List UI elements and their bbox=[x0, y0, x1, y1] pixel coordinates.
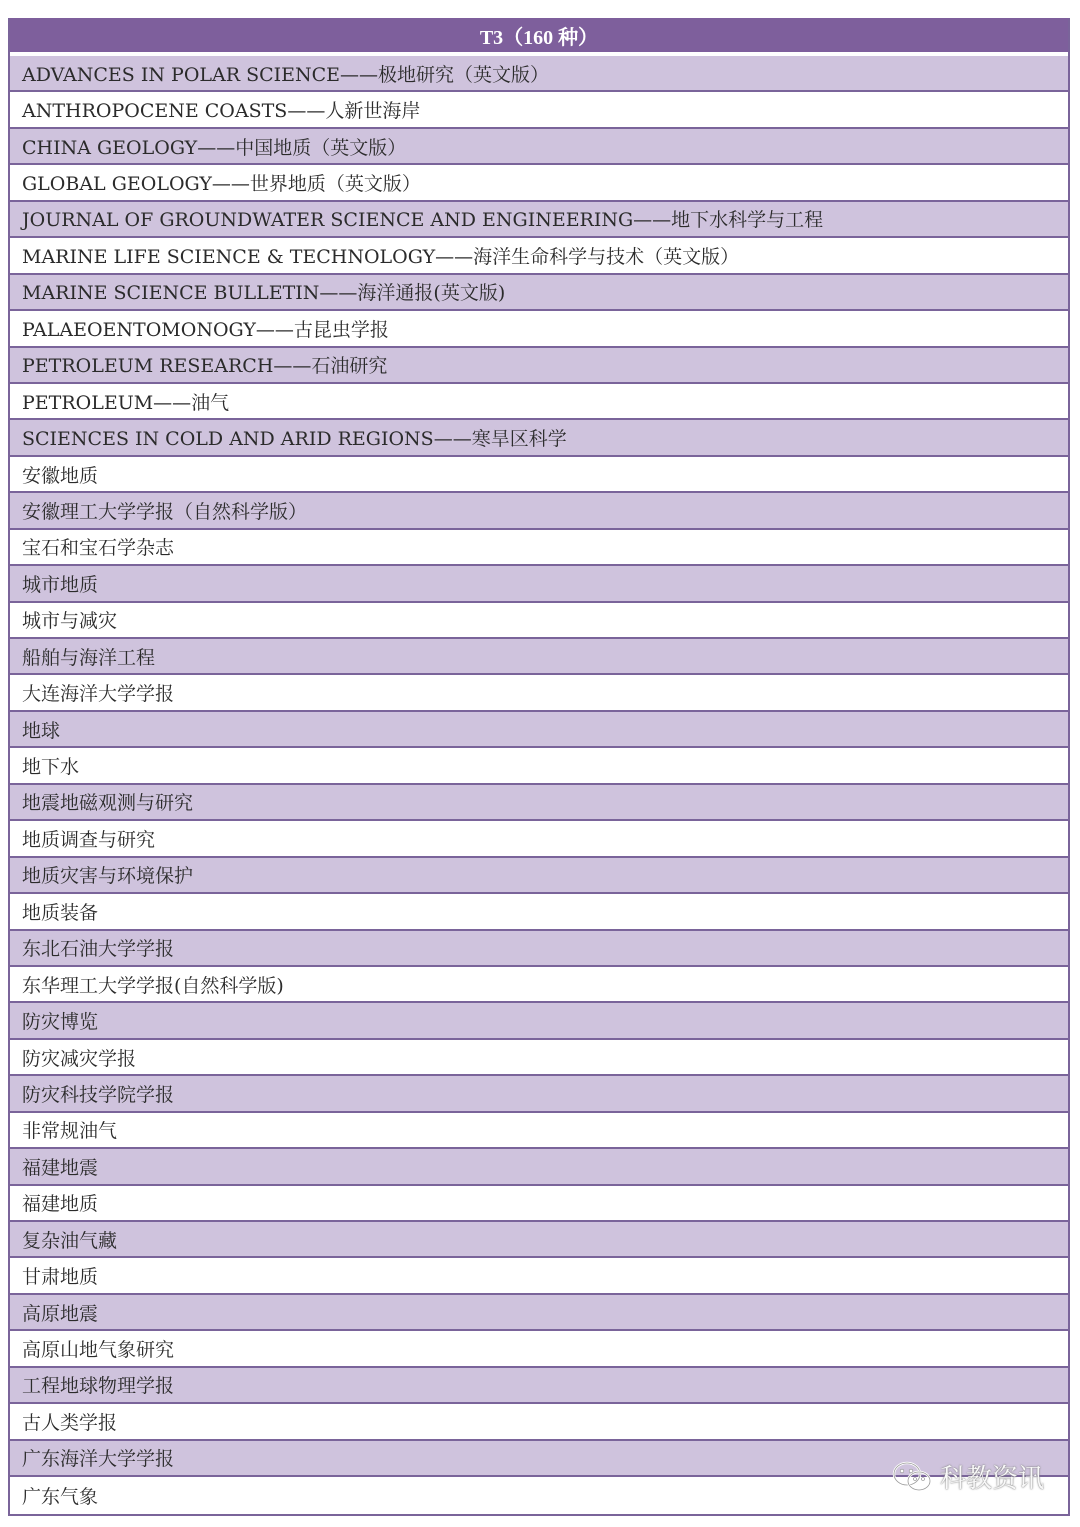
table-row: 地质装备 bbox=[10, 894, 1068, 930]
table-row: 广东海洋大学学报 bbox=[10, 1441, 1068, 1477]
watermark-text: 科教资讯 bbox=[939, 1464, 1044, 1494]
table-row: 东华理工大学学报(自然科学版) bbox=[10, 967, 1068, 1003]
table-row: GLOBAL GEOLOGY——世界地质（英文版） bbox=[10, 165, 1068, 201]
table-row: ADVANCES IN POLAR SCIENCE——极地研究（英文版） bbox=[10, 56, 1068, 92]
table-row: 地下水 bbox=[10, 748, 1068, 784]
table-row: 工程地球物理学报 bbox=[10, 1368, 1068, 1404]
table-row: 地球 bbox=[10, 712, 1068, 748]
table-row: 甘肃地质 bbox=[10, 1258, 1068, 1294]
table-row: ANTHROPOCENE COASTS——人新世海岸 bbox=[10, 92, 1068, 128]
table-row: 高原山地气象研究 bbox=[10, 1331, 1068, 1367]
table-row: 城市与减灾 bbox=[10, 603, 1068, 639]
table-row: 地质灾害与环境保护 bbox=[10, 858, 1068, 894]
journal-table bbox=[8, 18, 1070, 1516]
table-row: PALAEOENTOMONOGY——古昆虫学报 bbox=[10, 311, 1068, 347]
table-row: MARINE SCIENCE BULLETIN——海洋通报(英文版) bbox=[10, 275, 1068, 311]
table-row: 大连海洋大学学报 bbox=[10, 675, 1068, 711]
table-header: T3（160 种） bbox=[10, 18, 1068, 56]
table-row: 地质调查与研究 bbox=[10, 821, 1068, 857]
table-row: SCIENCES IN COLD AND ARID REGIONS——寒旱区科学 bbox=[10, 420, 1068, 456]
table-row: PETROLEUM——油气 bbox=[10, 384, 1068, 420]
table-row: PETROLEUM RESEARCH——石油研究 bbox=[10, 348, 1068, 384]
table-row: CHINA GEOLOGY——中国地质（英文版） bbox=[10, 129, 1068, 165]
table-row: 防灾科技学院学报 bbox=[10, 1076, 1068, 1112]
table-row: 福建地质 bbox=[10, 1186, 1068, 1222]
table-row: 防灾减灾学报 bbox=[10, 1040, 1068, 1076]
table-row: 防灾博览 bbox=[10, 1003, 1068, 1039]
table-row: 非常规油气 bbox=[10, 1113, 1068, 1149]
table-row: 安徽理工大学学报（自然科学版） bbox=[10, 493, 1068, 529]
table-row: 福建地震 bbox=[10, 1149, 1068, 1185]
table-row: 复杂油气藏 bbox=[10, 1222, 1068, 1258]
table-row: 城市地质 bbox=[10, 566, 1068, 602]
table-row: 安徽地质 bbox=[10, 457, 1068, 493]
table-row: 宝石和宝石学杂志 bbox=[10, 530, 1068, 566]
table-row: 古人类学报 bbox=[10, 1404, 1068, 1440]
table-body bbox=[10, 56, 1068, 1514]
table-row: JOURNAL OF GROUNDWATER SCIENCE AND ENGINEERING——地下水科学与工程 bbox=[10, 202, 1068, 238]
table-row: MARINE LIFE SCIENCE & TECHNOLOGY——海洋生命科学与技术（英文版） bbox=[10, 238, 1068, 274]
table-row: 高原地震 bbox=[10, 1295, 1068, 1331]
table-row: 船舶与海洋工程 bbox=[10, 639, 1068, 675]
table-row: 广东气象 bbox=[10, 1477, 1068, 1513]
table-row: 地震地磁观测与研究 bbox=[10, 785, 1068, 821]
table-row: 东北石油大学学报 bbox=[10, 931, 1068, 967]
